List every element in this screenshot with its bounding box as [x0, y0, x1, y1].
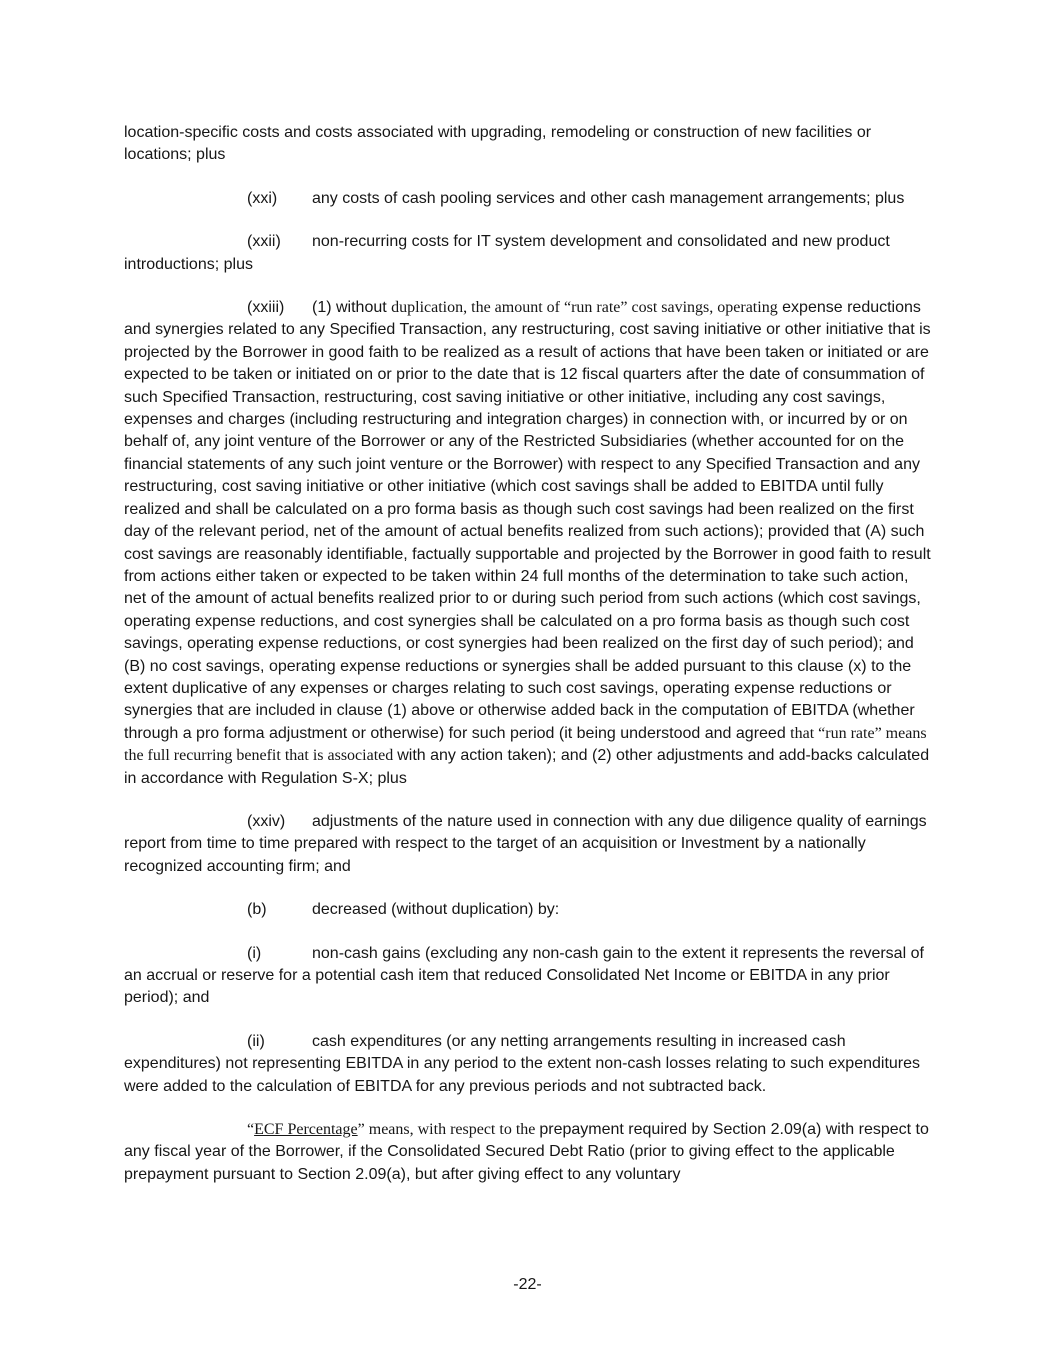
text-run: ” means, with respect to the [357, 1121, 540, 1139]
paragraph [124, 231, 931, 276]
text-run: with any action taken); and (2) other adjustments and add-backs calculated in accordance with Regulation S-X; plus [124, 747, 930, 787]
clause-label: (xxiv) [247, 812, 286, 830]
clause-label: (xxii) [247, 233, 281, 251]
paragraph [124, 1119, 931, 1186]
clause-label: (ii) [247, 1032, 265, 1050]
text-run: non-cash gains (excluding any non-cash gain to the extent it represents the reversal of an accrual or reserve for a potential cash item that reduced Consolidated Net Income or EBITDA in any prior period); and [124, 944, 924, 1007]
paragraph [124, 899, 931, 921]
paragraph [124, 122, 931, 167]
text-run: location-specific costs and costs associated with upgrading, remodeling or construction of new facilities or locations; plus [124, 124, 872, 164]
text-run: duplication, the amount of “run rate” cost savings, operating [391, 299, 778, 317]
text-run: adjustments of the nature used in connection with any due diligence quality of earnings report from time to time prepared with respect to the target of an acquisition or Investment by a nationally recognized accounting firm; and [124, 812, 927, 875]
page-number: -22- [513, 1276, 542, 1293]
text-run: prepayment required by Section 2.09(a) with respect to any fiscal year of the Borrower, if the Consolidated Secured Debt Ratio (prior to giving effect to the applicable prepayment pursuant to Section 2.09(a), but after giving effect to any voluntary [124, 1121, 929, 1183]
clause-label: (b) [247, 901, 267, 919]
text-run: any costs of cash pooling services and other cash management arrangements; plus [312, 189, 905, 207]
paragraph [124, 297, 931, 790]
text-run: non-recurring costs for IT system development and consolidated and new product introductions; plus [124, 233, 890, 273]
defined-term: ECF Percentage [254, 1121, 358, 1139]
paragraph [124, 943, 931, 1010]
text-run: that “run rate” means the full recurring benefit that is associated [124, 724, 927, 765]
paragraph [124, 188, 931, 210]
text-run: “ [247, 1121, 255, 1139]
text-run: (1) without [312, 299, 392, 317]
clause-label: (xxiii) [247, 299, 285, 317]
text-run: cash expenditures (or any netting arrangements resulting in increased cash expenditures) not representing EBITDA in any period to the extent non-cash losses relating to such expenditures were added to the calculation of EBITDA for any previous periods and not subtracted back. [124, 1032, 921, 1095]
paragraph [124, 811, 931, 878]
clause-label: (xxi) [247, 189, 278, 207]
text-run: expense reductions and synergies related to any Specified Transaction, any restructuring, cost saving initiative or other initiative that is projected by the Borrower in good faith to be realized as a result of actions that have been taken or initiated or are expected to be taken or initiated on or prior to the date that is 12 fiscal quarters after the date of consummation of such Specified Transaction, restructuring, cost saving initiative or other initiative, including any cost savings, expenses and charges (including restructuring and integration charges) in connection with, or incurred by or on behalf of, any joint venture of the Borrower or any of the Restricted Subsidiaries (whether accounted for on the financial statements of any such joint venture or the Borrower) with respect to any Specified Transaction and any restructuring, cost saving initiative or other initiative (which cost savings shall be added to EBITDA until fully realized and shall be calculated on a pro forma basis as though such cost savings had been realized on the first day of the relevant period, net of the amount of actual benefits realized from such actions); provided that (A) such cost savings are reasonably identifiable, factually supportable and projected by the Borrower in good faith to result from actions either taken or expected to be taken within 24 full months of the determination to take such action, net of the amount of actual benefits realized prior to or during such period from such actions (which cost savings, operating expense reductions, and cost synergies shall be calculated on a pro forma basis as though such cost savings, operating expense reductions, or cost synergies had been realized on the first day of such period); and (B) no cost savings, operating expense reductions or synergies shall be added pursuant to this clause (x) to the extent duplicative of any expenses or charges relating to such cost savings, operating expense reductions or synergies that are included in clause (1) above or otherwise added back in the computation of EBITDA (whether through a pro forma adjustment or otherwise) for such period (it being understood and agreed [124, 299, 931, 742]
clause-label: (i) [247, 944, 262, 962]
paragraph [124, 1031, 931, 1098]
text-run: decreased (without duplication) by: [312, 901, 560, 919]
document-content [124, 122, 931, 1207]
